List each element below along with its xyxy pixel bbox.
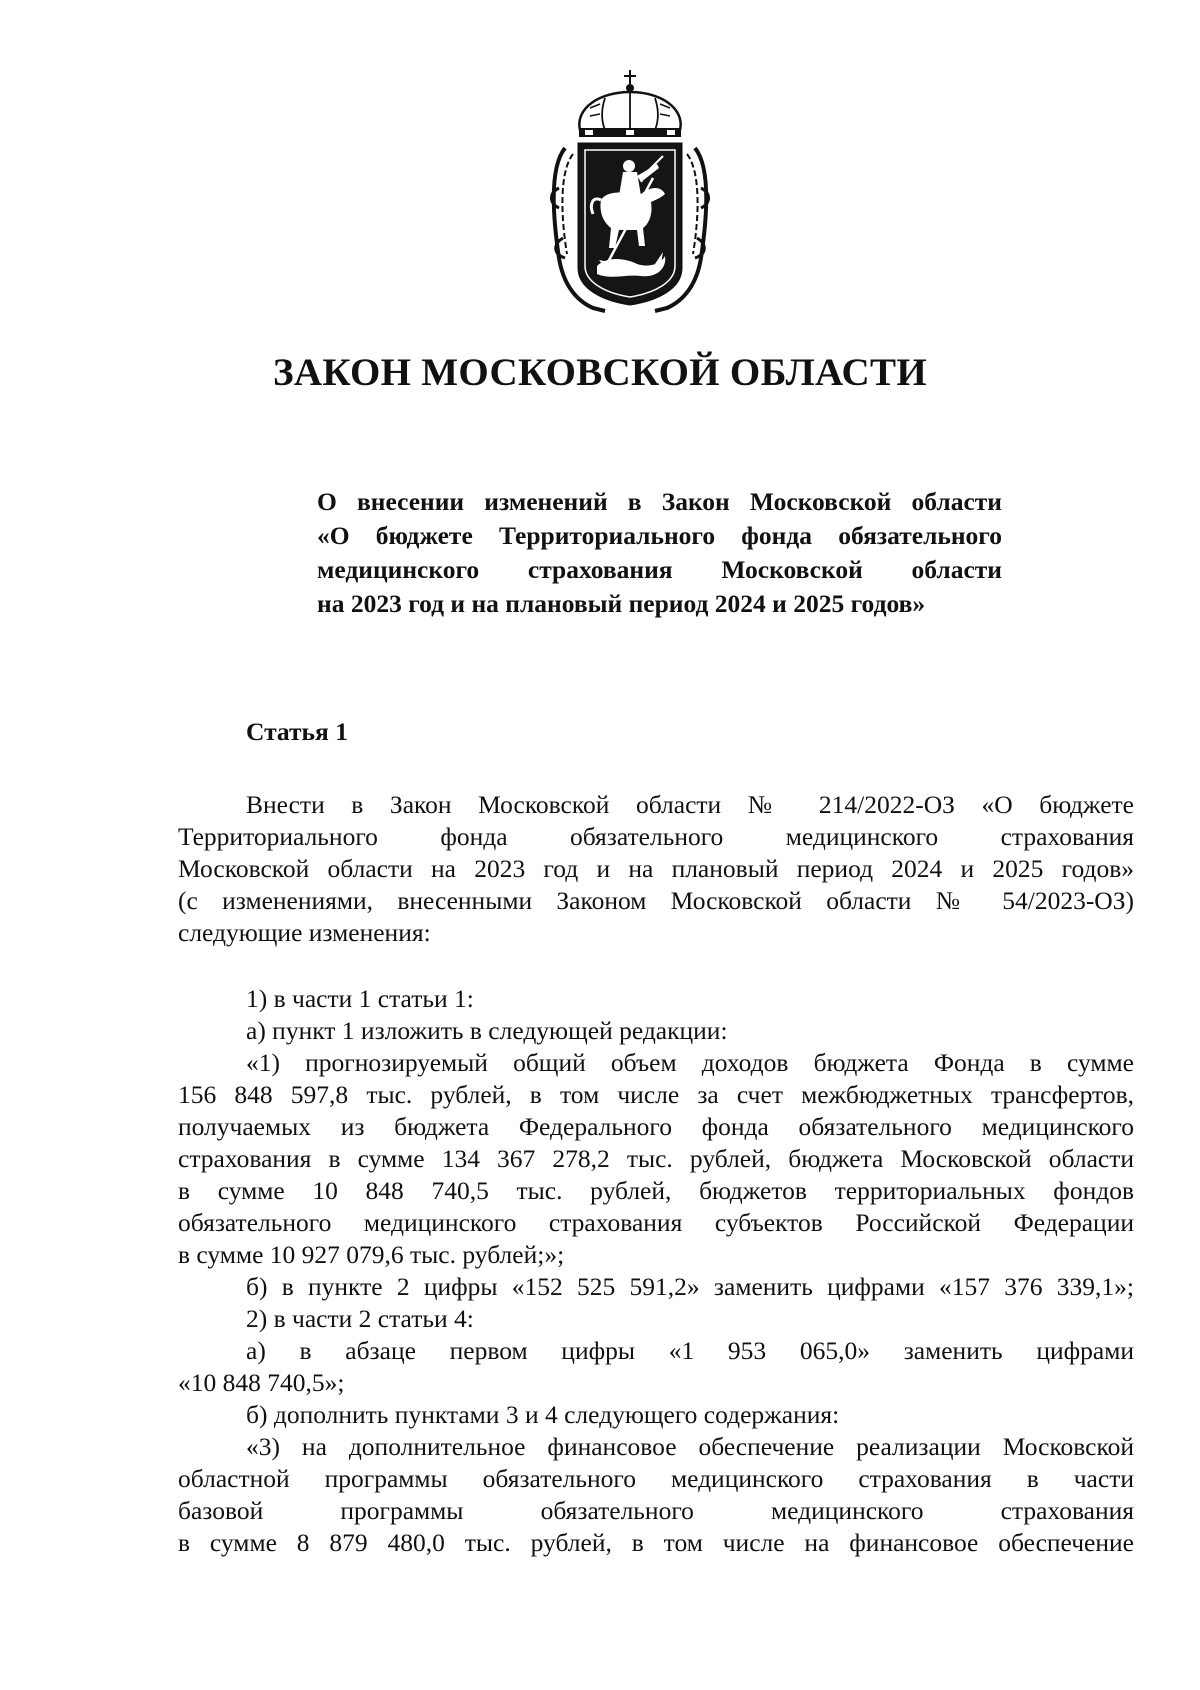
article-heading: Статья 1 bbox=[246, 717, 348, 746]
text-line: 1) в части 1 статьи 1: bbox=[246, 984, 474, 1013]
text-line: в сумме 10 927 079,6 тыс. рублей;»; bbox=[178, 1240, 565, 1269]
intro-paragraph bbox=[178, 789, 1134, 949]
text-line: областной программы обязательного медицинского страхования в части bbox=[178, 1464, 1134, 1493]
crown-icon bbox=[579, 70, 681, 137]
text-line: (с изменениями, внесенными Законом Московской области № 54/2023-ОЗ) bbox=[178, 886, 1134, 915]
text-line: а) в абзаце первом цифры «1 953 065,0» заменить цифрами bbox=[246, 1336, 1134, 1365]
text-line: «1) прогнозируемый общий объем доходов бюджета Фонда в сумме bbox=[246, 1048, 1134, 1077]
text-line: Московской области на 2023 год и на плановый период 2024 и 2025 годов» bbox=[178, 854, 1134, 883]
text-line: 2) в части 2 статьи 4: bbox=[246, 1304, 474, 1333]
shield-icon bbox=[579, 144, 681, 304]
text-line: страхования в сумме 134 367 278,2 тыс. рублей, бюджета Московской области bbox=[178, 1144, 1134, 1173]
law-title: ЗАКОН МОСКОВСКОЙ ОБЛАСТИ bbox=[273, 351, 927, 394]
text-line: базовой программы обязательного медицинского страхования bbox=[178, 1496, 1134, 1525]
text-line: а) пункт 1 изложить в следующей редакции: bbox=[246, 1016, 728, 1045]
text-line: получаемых из бюджета Федерального фонда обязательного медицинского bbox=[178, 1112, 1134, 1141]
coat-of-arms-emblem bbox=[545, 68, 715, 313]
subtitle-line: на 2023 год и на плановый период 2024 и 2025 годов» bbox=[317, 589, 926, 618]
text-line: Внести в Закон Московской области № 214/2022-ОЗ «О бюджете bbox=[246, 790, 1134, 819]
text-line: следующие изменения: bbox=[178, 918, 431, 947]
subtitle-line: медицинского страхования Московской области bbox=[317, 555, 1002, 584]
subtitle-line: «О бюджете Территориального фонда обязательного bbox=[317, 521, 1002, 550]
text-line: «3) на дополнительное финансовое обеспечение реализации Московской bbox=[246, 1432, 1134, 1461]
text-line: в сумме 8 879 480,0 тыс. рублей, в том числе на финансовое обеспечение bbox=[178, 1528, 1134, 1557]
text-line: 156 848 597,8 тыс. рублей, в том числе за счет межбюджетных трансфертов, bbox=[178, 1080, 1134, 1109]
text-line: обязательного медицинского страхования субъектов Российской Федерации bbox=[178, 1208, 1134, 1237]
subtitle-line: О внесении изменений в Закон Московской области bbox=[317, 487, 1002, 516]
text-line: б) дополнить пунктами 3 и 4 следующего содержания: bbox=[246, 1400, 840, 1429]
text-line: в сумме 10 848 740,5 тыс. рублей, бюджетов территориальных фондов bbox=[178, 1176, 1134, 1205]
law-subtitle bbox=[317, 485, 1002, 621]
text-line: б) в пункте 2 цифры «152 525 591,2» заменить цифрами «157 376 339,1»; bbox=[246, 1272, 1134, 1301]
amendments-list bbox=[178, 983, 1134, 1559]
text-line: «10 848 740,5»; bbox=[178, 1368, 345, 1397]
text-line: Территориального фонда обязательного медицинского страхования bbox=[178, 822, 1134, 851]
